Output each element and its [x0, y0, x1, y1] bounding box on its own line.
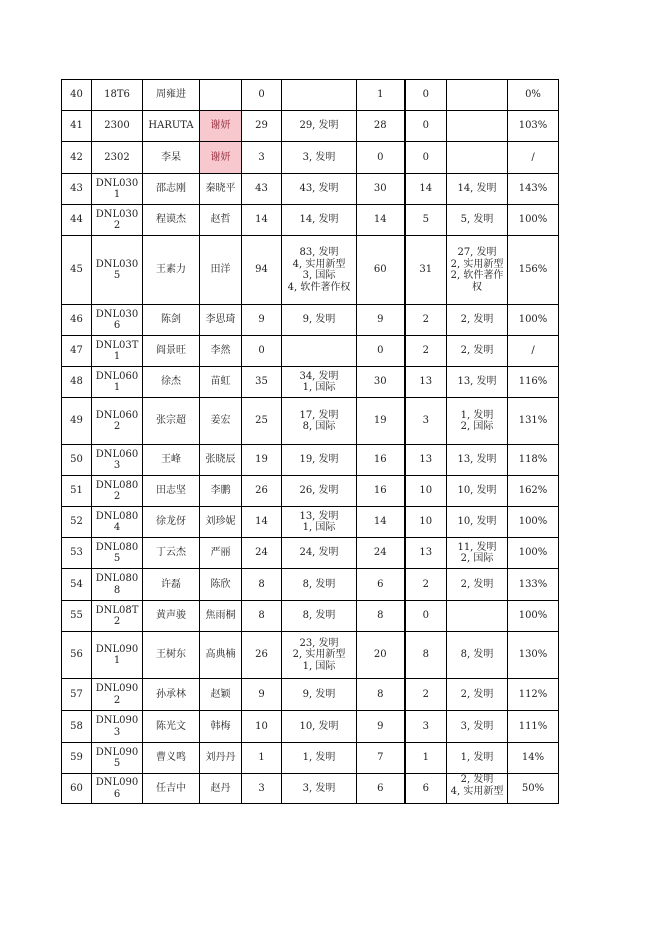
- count-1-cell: 1: [242, 743, 282, 774]
- percentage-cell: 100%: [508, 601, 559, 632]
- table-row: [62, 743, 559, 774]
- leader-name-cell: 王素力: [143, 236, 200, 305]
- row-number-cell: 56: [62, 632, 92, 679]
- count-2-cell: 30: [357, 174, 405, 205]
- row-number-cell: 41: [62, 111, 92, 142]
- row-number-cell: 58: [62, 711, 92, 743]
- count-1-cell: 29: [242, 111, 282, 142]
- assistant-name-cell: 李鹏: [200, 476, 242, 507]
- count-1-detail-cell: 17, 发明 8, 国际: [282, 398, 357, 445]
- count-1-detail-cell: 43, 发明: [282, 174, 357, 205]
- count-3-cell: 2: [405, 569, 447, 601]
- count-3-detail-cell: 5, 发明: [447, 205, 508, 236]
- count-3-detail-cell: [447, 142, 508, 174]
- row-number-cell: 44: [62, 205, 92, 236]
- count-3-detail-cell: 14, 发明: [447, 174, 508, 205]
- count-3-cell: 0: [405, 142, 447, 174]
- count-1-detail-cell: 29, 发明: [282, 111, 357, 142]
- leader-name-cell: 张宗超: [143, 398, 200, 445]
- count-3-detail-cell: 2, 发明: [447, 569, 508, 601]
- count-3-cell: 14: [405, 174, 447, 205]
- assistant-name-cell: 高典楠: [200, 632, 242, 679]
- leader-name-cell: 徐龙伢: [143, 507, 200, 538]
- count-3-detail-cell: 2, 发明: [447, 336, 508, 367]
- count-2-cell: 19: [357, 398, 405, 445]
- table-row: [62, 632, 559, 679]
- percentage-cell: 100%: [508, 305, 559, 336]
- assistant-name-cell: 陈欣: [200, 569, 242, 601]
- count-1-detail-cell: 9, 发明: [282, 305, 357, 336]
- percentage-cell: 133%: [508, 569, 559, 601]
- count-1-cell: 24: [242, 538, 282, 569]
- count-1-detail-cell: 3, 发明: [282, 142, 357, 174]
- count-2-cell: 30: [357, 367, 405, 398]
- count-3-detail-cell: 1, 发明 2, 国际: [447, 398, 508, 445]
- group-id-cell: DNL0808: [92, 569, 143, 601]
- count-3-cell: 5: [405, 205, 447, 236]
- group-id-cell: DNL0601: [92, 367, 143, 398]
- assistant-name-cell: [200, 80, 242, 111]
- count-1-detail-cell: 23, 发明 2, 实用新型 1, 国际: [282, 632, 357, 679]
- count-2-cell: 9: [357, 305, 405, 336]
- count-2-cell: 7: [357, 743, 405, 774]
- group-id-cell: 2300: [92, 111, 143, 142]
- group-id-cell: DNL0906: [92, 774, 143, 804]
- count-1-detail-cell: 8, 发明: [282, 601, 357, 632]
- count-3-detail-cell: 10, 发明: [447, 476, 508, 507]
- percentage-cell: 100%: [508, 538, 559, 569]
- percentage-cell: 0%: [508, 80, 559, 111]
- leader-name-cell: 程谟杰: [143, 205, 200, 236]
- assistant-name-cell: 田洋: [200, 236, 242, 305]
- assistant-name-cell: 苗虹: [200, 367, 242, 398]
- row-number-cell: 43: [62, 174, 92, 205]
- percentage-cell: 118%: [508, 445, 559, 476]
- count-1-cell: 3: [242, 774, 282, 804]
- assistant-name-cell: 谢妍: [200, 142, 242, 174]
- table-row: [62, 205, 559, 236]
- table-row: [62, 679, 559, 711]
- percentage-cell: 100%: [508, 205, 559, 236]
- leader-name-cell: 孙承林: [143, 679, 200, 711]
- percentage-cell: 131%: [508, 398, 559, 445]
- count-3-cell: 2: [405, 336, 447, 367]
- assistant-name-cell: 刘珍妮: [200, 507, 242, 538]
- count-1-cell: 9: [242, 679, 282, 711]
- table-row: [62, 601, 559, 632]
- group-id-cell: DNL0603: [92, 445, 143, 476]
- count-1-detail-cell: 24, 发明: [282, 538, 357, 569]
- leader-name-cell: 李杲: [143, 142, 200, 174]
- count-1-detail-cell: 26, 发明: [282, 476, 357, 507]
- count-1-cell: 0: [242, 336, 282, 367]
- table-row: [62, 476, 559, 507]
- count-3-detail-cell: 27, 发明 2, 实用新型 2, 软件著作权: [447, 236, 508, 305]
- count-1-detail-cell: 10, 发明: [282, 711, 357, 743]
- leader-name-cell: 王树东: [143, 632, 200, 679]
- count-3-detail-cell: 2, 发明: [447, 679, 508, 711]
- table-row: [62, 398, 559, 445]
- count-2-cell: 16: [357, 476, 405, 507]
- count-3-cell: 2: [405, 305, 447, 336]
- percentage-cell: 111%: [508, 711, 559, 743]
- count-3-cell: 13: [405, 367, 447, 398]
- leader-name-cell: 曹义鸣: [143, 743, 200, 774]
- group-id-cell: DNL0903: [92, 711, 143, 743]
- row-number-cell: 46: [62, 305, 92, 336]
- leader-name-cell: 许磊: [143, 569, 200, 601]
- count-3-cell: 1: [405, 743, 447, 774]
- count-1-cell: 14: [242, 507, 282, 538]
- table-row: [62, 236, 559, 305]
- count-1-cell: 10: [242, 711, 282, 743]
- count-1-cell: 3: [242, 142, 282, 174]
- assistant-name-cell: 赵颖: [200, 679, 242, 711]
- count-1-detail-cell: 3, 发明: [282, 774, 357, 804]
- table-row: [62, 507, 559, 538]
- table-row: [62, 142, 559, 174]
- row-number-cell: 52: [62, 507, 92, 538]
- count-3-detail-cell: [447, 601, 508, 632]
- leader-name-cell: 周雍进: [143, 80, 200, 111]
- table-row: [62, 367, 559, 398]
- group-id-cell: DNL0302: [92, 205, 143, 236]
- leader-name-cell: 陈剑: [143, 305, 200, 336]
- table-row: [62, 336, 559, 367]
- leader-name-cell: 任吉中: [143, 774, 200, 804]
- row-number-cell: 57: [62, 679, 92, 711]
- group-id-cell: 18T6: [92, 80, 143, 111]
- leader-name-cell: 田志坚: [143, 476, 200, 507]
- table-row: [62, 174, 559, 205]
- count-1-cell: 26: [242, 476, 282, 507]
- group-id-cell: 2302: [92, 142, 143, 174]
- row-number-cell: 51: [62, 476, 92, 507]
- leader-name-cell: HARUTA: [143, 111, 200, 142]
- count-1-cell: 8: [242, 569, 282, 601]
- table-row: [62, 445, 559, 476]
- count-3-cell: 0: [405, 601, 447, 632]
- patent-table: [61, 79, 559, 804]
- row-number-cell: 42: [62, 142, 92, 174]
- count-3-detail-cell: 2, 发明: [447, 305, 508, 336]
- count-3-cell: 0: [405, 111, 447, 142]
- row-number-cell: 45: [62, 236, 92, 305]
- count-1-detail-cell: [282, 80, 357, 111]
- percentage-cell: 130%: [508, 632, 559, 679]
- group-id-cell: DNL0901: [92, 632, 143, 679]
- count-2-cell: 24: [357, 538, 405, 569]
- count-3-detail-cell: 1, 发明: [447, 743, 508, 774]
- table-row: [62, 538, 559, 569]
- count-1-cell: 19: [242, 445, 282, 476]
- count-1-detail-cell: 9, 发明: [282, 679, 357, 711]
- count-3-cell: 13: [405, 538, 447, 569]
- group-id-cell: DNL0902: [92, 679, 143, 711]
- group-id-cell: DNL0802: [92, 476, 143, 507]
- table-row: [62, 711, 559, 743]
- group-id-cell: DNL0306: [92, 305, 143, 336]
- table-row: [62, 569, 559, 601]
- count-3-detail-cell: 3, 发明: [447, 711, 508, 743]
- assistant-name-cell: 李然: [200, 336, 242, 367]
- count-2-cell: 14: [357, 205, 405, 236]
- count-1-detail-cell: 8, 发明: [282, 569, 357, 601]
- count-1-cell: 26: [242, 632, 282, 679]
- count-1-cell: 9: [242, 305, 282, 336]
- count-1-detail-cell: 13, 发明 1, 国际: [282, 507, 357, 538]
- count-3-cell: 10: [405, 507, 447, 538]
- count-3-detail-cell: 11, 发明 2, 国际: [447, 538, 508, 569]
- count-3-cell: 8: [405, 632, 447, 679]
- leader-name-cell: 邵志刚: [143, 174, 200, 205]
- table-row: [62, 80, 559, 111]
- count-1-cell: 43: [242, 174, 282, 205]
- count-1-cell: 94: [242, 236, 282, 305]
- percentage-cell: 156%: [508, 236, 559, 305]
- count-2-cell: 9: [357, 711, 405, 743]
- group-id-cell: DNL0905: [92, 743, 143, 774]
- row-number-cell: 60: [62, 774, 92, 804]
- table-row: [62, 305, 559, 336]
- percentage-cell: 116%: [508, 367, 559, 398]
- assistant-name-cell: 姜宏: [200, 398, 242, 445]
- group-id-cell: DNL0305: [92, 236, 143, 305]
- count-2-cell: 6: [357, 569, 405, 601]
- count-1-detail-cell: 83, 发明 4, 实用新型 3, 国际 4, 软件著作权: [282, 236, 357, 305]
- row-number-cell: 47: [62, 336, 92, 367]
- count-3-detail-cell: 13, 发明: [447, 367, 508, 398]
- count-3-cell: 0: [405, 80, 447, 111]
- row-number-cell: 55: [62, 601, 92, 632]
- leader-name-cell: 黄声骏: [143, 601, 200, 632]
- table-row: [62, 774, 559, 804]
- assistant-name-cell: 刘丹丹: [200, 743, 242, 774]
- percentage-cell: 14%: [508, 743, 559, 774]
- count-3-detail-cell: 8, 发明: [447, 632, 508, 679]
- count-1-detail-cell: 14, 发明: [282, 205, 357, 236]
- count-3-detail-cell: 10, 发明: [447, 507, 508, 538]
- group-id-cell: DNL03T1: [92, 336, 143, 367]
- count-2-cell: 14: [357, 507, 405, 538]
- count-2-cell: 8: [357, 679, 405, 711]
- group-id-cell: DNL0301: [92, 174, 143, 205]
- assistant-name-cell: 焦雨桐: [200, 601, 242, 632]
- count-3-cell: 10: [405, 476, 447, 507]
- count-2-cell: 60: [357, 236, 405, 305]
- group-id-cell: DNL0805: [92, 538, 143, 569]
- count-1-detail-cell: 34, 发明 1, 国际: [282, 367, 357, 398]
- assistant-name-cell: 严丽: [200, 538, 242, 569]
- count-3-cell: 2: [405, 679, 447, 711]
- count-3-detail-cell: 13, 发明: [447, 445, 508, 476]
- percentage-cell: /: [508, 142, 559, 174]
- count-1-detail-cell: 1, 发明: [282, 743, 357, 774]
- leader-name-cell: 王峰: [143, 445, 200, 476]
- count-1-cell: 14: [242, 205, 282, 236]
- leader-name-cell: 徐杰: [143, 367, 200, 398]
- count-2-cell: 20: [357, 632, 405, 679]
- count-3-detail-cell: 2, 发明 4, 实用新型: [447, 774, 508, 804]
- percentage-cell: 162%: [508, 476, 559, 507]
- leader-name-cell: 阎景旺: [143, 336, 200, 367]
- count-2-cell: 8: [357, 601, 405, 632]
- assistant-name-cell: 李思琦: [200, 305, 242, 336]
- count-3-cell: 3: [405, 711, 447, 743]
- count-2-cell: 0: [357, 336, 405, 367]
- percentage-cell: 143%: [508, 174, 559, 205]
- count-3-cell: 3: [405, 398, 447, 445]
- count-2-cell: 0: [357, 142, 405, 174]
- count-2-cell: 16: [357, 445, 405, 476]
- count-3-cell: 13: [405, 445, 447, 476]
- row-number-cell: 50: [62, 445, 92, 476]
- assistant-name-cell: 谢妍: [200, 111, 242, 142]
- row-number-cell: 49: [62, 398, 92, 445]
- count-1-detail-cell: 19, 发明: [282, 445, 357, 476]
- leader-name-cell: 陈光文: [143, 711, 200, 743]
- count-1-detail-cell: [282, 336, 357, 367]
- group-id-cell: DNL0602: [92, 398, 143, 445]
- assistant-name-cell: 韩梅: [200, 711, 242, 743]
- assistant-name-cell: 秦晓平: [200, 174, 242, 205]
- row-number-cell: 40: [62, 80, 92, 111]
- assistant-name-cell: 赵丹: [200, 774, 242, 804]
- percentage-cell: 50%: [508, 774, 559, 804]
- row-number-cell: 54: [62, 569, 92, 601]
- group-id-cell: DNL08T2: [92, 601, 143, 632]
- percentage-cell: 103%: [508, 111, 559, 142]
- percentage-cell: 100%: [508, 507, 559, 538]
- count-2-cell: 28: [357, 111, 405, 142]
- group-id-cell: DNL0804: [92, 507, 143, 538]
- leader-name-cell: 丁云杰: [143, 538, 200, 569]
- count-2-cell: 6: [357, 774, 405, 804]
- percentage-cell: 112%: [508, 679, 559, 711]
- count-1-cell: 8: [242, 601, 282, 632]
- count-3-detail-cell: [447, 80, 508, 111]
- count-3-detail-cell: [447, 111, 508, 142]
- row-number-cell: 53: [62, 538, 92, 569]
- percentage-cell: /: [508, 336, 559, 367]
- assistant-name-cell: 张晓辰: [200, 445, 242, 476]
- count-2-cell: 1: [357, 80, 405, 111]
- row-number-cell: 59: [62, 743, 92, 774]
- table-row: [62, 111, 559, 142]
- count-1-cell: 25: [242, 398, 282, 445]
- count-3-cell: 6: [405, 774, 447, 804]
- assistant-name-cell: 赵哲: [200, 205, 242, 236]
- count-1-cell: 0: [242, 80, 282, 111]
- count-3-cell: 31: [405, 236, 447, 305]
- count-1-cell: 35: [242, 367, 282, 398]
- row-number-cell: 48: [62, 367, 92, 398]
